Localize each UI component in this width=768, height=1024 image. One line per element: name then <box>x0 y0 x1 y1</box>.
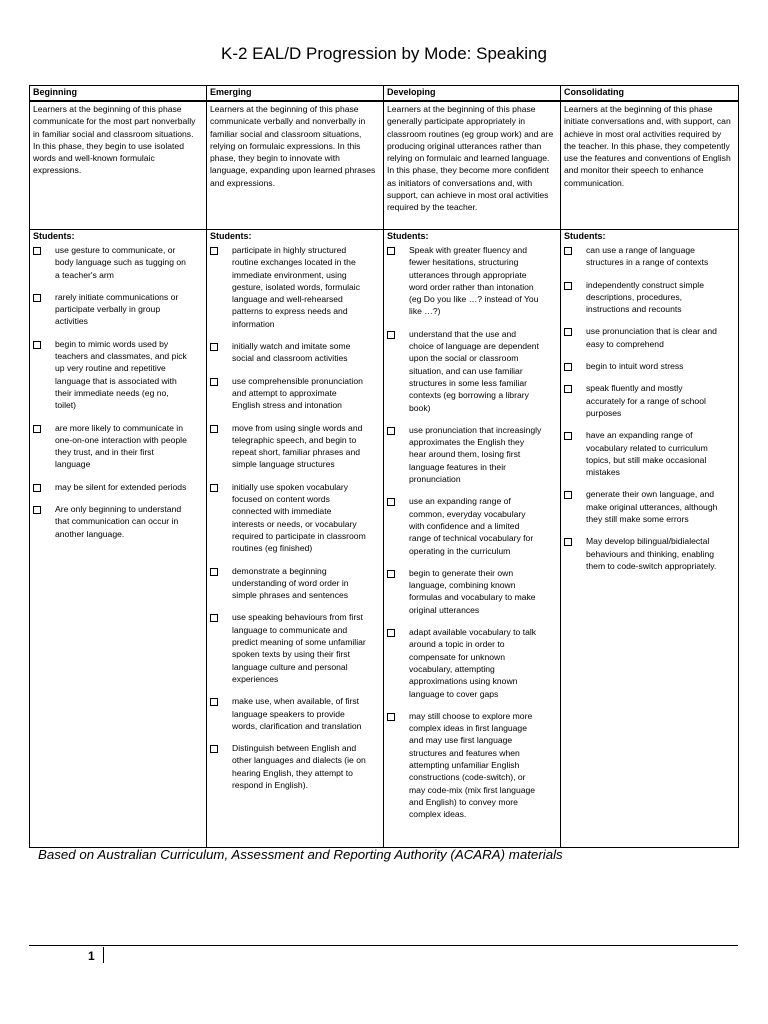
indicator-item <box>210 611 380 685</box>
indicator-text: are more likely to communicate in one-on-one interaction with people they trust, and in their first language <box>55 422 187 470</box>
checkbox-bullet-icon <box>33 506 41 514</box>
checkbox-bullet-icon <box>210 745 218 753</box>
checkbox-bullet-icon <box>210 247 218 255</box>
checkbox-bullet-icon <box>210 614 218 622</box>
checkbox-bullet-icon <box>564 491 572 499</box>
indicator-text: generate their own language, and make original utterances, although they still make some errors <box>586 489 718 525</box>
students-cell-developing <box>384 230 561 848</box>
indicator-text: may still choose to explore more complex ideas in first language and may use first language structures and features when attempting unfamiliar English constructions (code-switch), or may code-mix (mix first language and English) to convey more complex ideas. <box>409 710 536 820</box>
indicator-text: make use, when available, of first language speakers to provide words, clarification and translation <box>232 696 362 731</box>
students-label: Students: <box>210 231 252 241</box>
checkbox-bullet-icon <box>33 247 41 255</box>
intro-consolidating: Learners at the beginning of this phase initiate conversations and, with support, can achieve in most oral activities required by the teacher. In this phase, they competently use the features and conventions of English and monitor their speech to enhance communication. <box>561 101 739 230</box>
indicator-item <box>210 340 380 365</box>
indicator-item <box>210 422 380 471</box>
students-cell-emerging <box>207 230 384 848</box>
indicator-item <box>564 244 735 269</box>
students-label: Students: <box>33 231 75 241</box>
checkbox-bullet-icon <box>387 331 395 339</box>
checkbox-bullet-icon <box>33 425 41 433</box>
students-label: Students: <box>564 231 606 241</box>
indicator-item <box>210 565 380 602</box>
checkbox-bullet-icon <box>564 247 572 255</box>
page-number: 1 <box>88 949 95 963</box>
checkbox-bullet-icon <box>387 247 395 255</box>
indicator-text: understand that the use and choice of language are dependent upon the social or classroom situation, and can use familiar structures in some less familiar contexts (eg borrowing a library book) <box>409 328 539 413</box>
intro-emerging: Learners at the beginning of this phase communicate verbally and nonverbally in familiar social and classroom situations, relying on formulaic expressions. In this phase, they begin to innovate with language, expanding upon learned phrases and expressions. <box>207 101 384 230</box>
footer-divider <box>29 945 738 946</box>
column-heading-emerging: Emerging <box>207 86 384 102</box>
indicator-item <box>33 244 203 281</box>
indicator-item <box>33 481 203 493</box>
checkbox-bullet-icon <box>33 294 41 302</box>
indicator-item <box>33 338 203 412</box>
indicator-item <box>387 710 557 821</box>
column-heading-developing: Developing <box>384 86 561 102</box>
checkbox-bullet-icon <box>387 713 395 721</box>
indicator-item <box>564 535 735 572</box>
footer-note: Based on Australian Curriculum, Assessment and Reporting Authority (ACARA) materials <box>38 847 563 862</box>
indicator-text: use comprehensible pronunciation and attempt to approximate English stress and intonation <box>232 375 363 411</box>
students-cell-beginning <box>30 230 207 848</box>
checkbox-bullet-icon <box>210 343 218 351</box>
indicator-text: speak fluently and mostly accurately for a range of school purposes <box>586 383 706 418</box>
indicator-text: have an expanding range of vocabulary related to curriculum topics, but still make occasional mistakes <box>586 430 708 478</box>
indicator-item <box>387 495 557 556</box>
column-heading-consolidating: Consolidating <box>561 86 739 102</box>
indicator-text: adapt available vocabulary to talk around a topic in order to compensate for unknown vocabulary, attempting approximations using known language to cover gaps <box>409 627 537 699</box>
indicator-text: May develop bilingual/bidialectal behaviours and thinking, enabling them to code-switch appropriately. <box>586 536 717 571</box>
indicator-text: begin to mimic words used by teachers and classmates, and pick up very routine and repetitive language that is associated with their immediate needs (eg no, toilet) <box>55 338 187 411</box>
indicator-item <box>564 488 735 525</box>
indicator-text: use gesture to communicate, or body language such as tugging on a teacher's arm <box>55 245 186 280</box>
checkbox-bullet-icon <box>210 568 218 576</box>
speaking-progression-table <box>29 85 739 848</box>
indicator-item <box>387 626 557 700</box>
indicator-item <box>564 325 735 350</box>
checkbox-bullet-icon <box>210 378 218 386</box>
indicator-text: use pronunciation that increasingly approximates the English they hear around them, losing first language features in their pronunciation <box>409 424 542 485</box>
indicator-list <box>387 244 557 820</box>
indicator-text: may be silent for extended periods <box>55 481 187 492</box>
indicator-list <box>210 244 380 791</box>
indicator-text: Distinguish between English and other languages and dialects (ie on hearing English, they attempt to respond in English). <box>232 743 366 790</box>
checkbox-bullet-icon <box>564 363 572 371</box>
indicator-item <box>210 244 380 330</box>
intro-row <box>30 101 739 230</box>
indicator-text: participate in highly structured routine exchanges located in the immediate environment, using gesture, isolated words, formulaic language and well-rehearsed patterns to express needs and information <box>232 245 361 329</box>
students-cell-consolidating <box>561 230 739 848</box>
checkbox-bullet-icon <box>564 538 572 546</box>
checkbox-bullet-icon <box>387 498 395 506</box>
indicator-item <box>387 328 557 414</box>
intro-developing: Learners at the beginning of this phase generally participate appropriately in classroom routines (eg group work) and are producing original utterances rather than relying on formulaic and learned language. In this phase, they become more confident as initiators of conversations and, with support, can achieve in most oral activities required by the teacher. <box>384 101 561 230</box>
checkbox-bullet-icon <box>210 698 218 706</box>
checkbox-bullet-icon <box>33 341 41 349</box>
indicator-text: use speaking behaviours from first language to communicate and predict meaning of some unfamiliar spoken texts by using their first language culture and personal experiences <box>232 612 366 684</box>
indicator-text: initially use spoken vocabulary focused on content words connected with immediate interests or needs, or vocabulary required to participate in classroom routines (eg finished) <box>232 481 366 554</box>
checkbox-bullet-icon <box>387 427 395 435</box>
indicator-item <box>210 481 380 555</box>
checkbox-bullet-icon <box>210 425 218 433</box>
indicator-item <box>33 291 203 328</box>
checkbox-bullet-icon <box>564 432 572 440</box>
indicator-item <box>564 382 735 419</box>
indicator-text: Speak with greater fluency and fewer hesitations, structuring utterances through appropriate word order rather than intonation (eg Do you like …? instead of You like …?) <box>409 245 539 317</box>
indicator-item <box>33 422 203 471</box>
indicator-item <box>564 360 735 372</box>
indicator-text: use pronunciation that is clear and easy to comprehend <box>586 326 717 349</box>
indicator-item <box>387 424 557 485</box>
indicator-text: independently construct simple descriptions, procedures, instructions and recounts <box>586 279 704 315</box>
indicator-text: Are only beginning to understand that communication can occur in another language. <box>55 504 182 539</box>
indicator-item <box>387 244 557 318</box>
indicator-item <box>564 279 735 316</box>
indicator-item <box>210 742 380 791</box>
indicator-text: begin to intuit word stress <box>586 361 684 372</box>
checkbox-bullet-icon <box>210 484 218 492</box>
table-header-row <box>30 86 739 102</box>
checkbox-bullet-icon <box>387 570 395 578</box>
indicator-text: initially watch and imitate some social and classroom activities <box>232 341 351 364</box>
indicator-item <box>387 567 557 616</box>
checkbox-bullet-icon <box>564 328 572 336</box>
indicator-text: demonstrate a beginning understanding of word order in simple phrases and sentences <box>232 565 349 601</box>
checkbox-bullet-icon <box>33 484 41 492</box>
indicator-text: rarely initiate communications or participate verbally in group activities <box>55 291 179 327</box>
checkbox-bullet-icon <box>564 282 572 290</box>
indicator-list <box>564 244 735 572</box>
page-number-divider <box>103 947 104 963</box>
intro-beginning: Learners at the beginning of this phase communicate for the most part nonverbally in familiar social and classroom situations. In this phase, they begin to use isolated words and well-known formulaic expressions. <box>30 101 207 230</box>
page-title: K-2 EAL/D Progression by Mode: Speaking <box>220 44 547 63</box>
column-heading-beginning: Beginning <box>30 86 207 102</box>
indicator-item <box>210 695 380 732</box>
indicator-item <box>564 429 735 478</box>
indicator-text: begin to generate their own language, combining known formulas and vocabulary to make original utterances <box>409 567 536 615</box>
indicator-item <box>33 503 203 540</box>
indicator-text: use an expanding range of common, everyday vocabulary with confidence and a limited range of technical vocabulary for operating in the curriculum <box>409 496 534 556</box>
indicator-text: move from using single words and telegraphic speech, and begin to repeat short, familiar phrases and simple language structures <box>232 422 363 470</box>
students-label: Students: <box>387 231 429 241</box>
checkbox-bullet-icon <box>387 629 395 637</box>
indicator-text: can use a range of language structures in a range of contexts <box>586 245 709 268</box>
students-row <box>30 230 739 848</box>
checkbox-bullet-icon <box>564 385 572 393</box>
indicator-list <box>33 244 203 540</box>
indicator-item <box>210 375 380 412</box>
